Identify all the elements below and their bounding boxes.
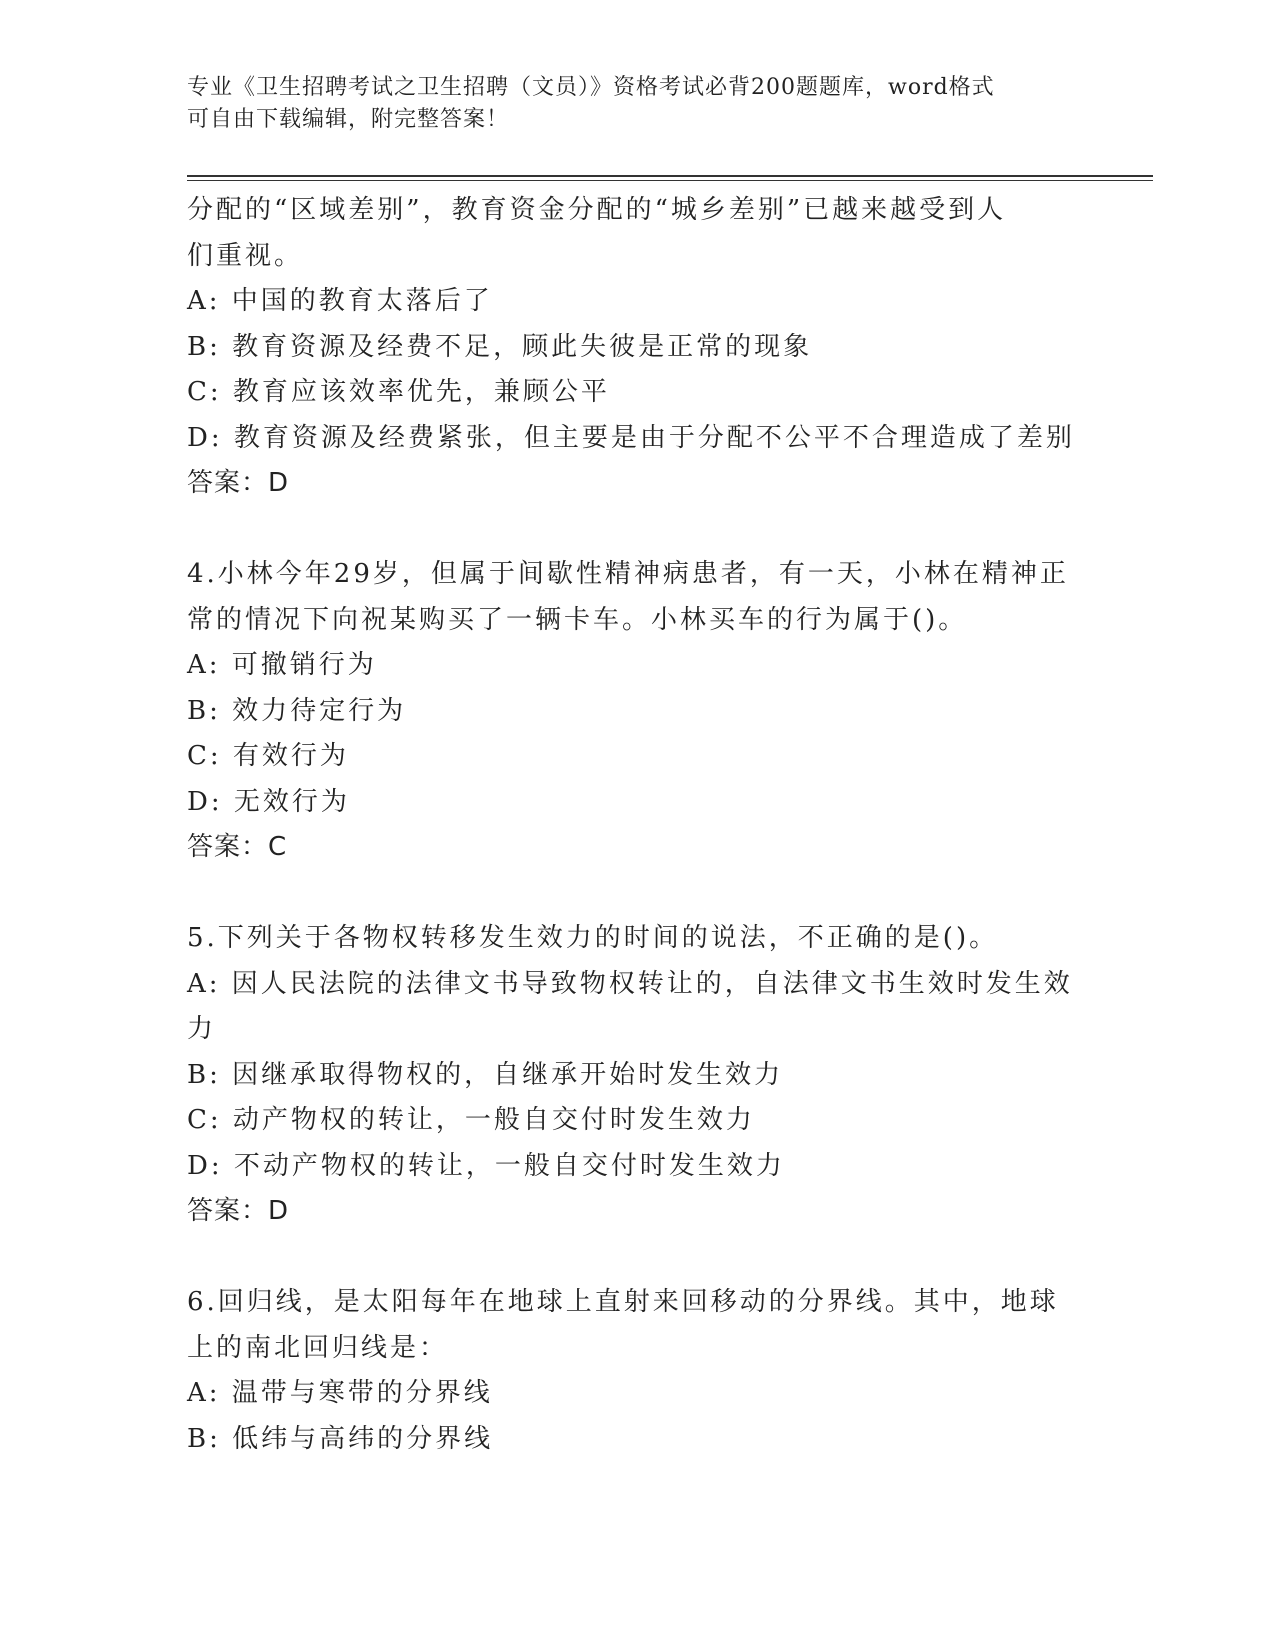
question-3-option-d: D: 教育资源及经费紧张，但主要是由于分配不公平不合理造成了差别 xyxy=(187,422,1075,453)
question-6-stem-line-2: 上的南北回归线是： xyxy=(187,1332,449,1363)
header-rule-thick xyxy=(187,175,1153,177)
question-4-option-c: C: 有效行为 xyxy=(187,741,349,771)
question-3-option-a: A: 中国的教育太落后了 xyxy=(187,286,493,316)
question-content xyxy=(187,188,1087,1462)
question-3-option-b: B: 教育资源及经费不足，顾此失彼是正常的现象 xyxy=(187,331,813,362)
question-3 xyxy=(187,188,1087,507)
question-4-option-a: A: 可撤销行为 xyxy=(187,650,377,680)
question-6 xyxy=(187,1280,1087,1462)
question-3-stem-line-1: 分配的“区域差别”，教育资金分配的“城乡差别”已越来越受到人 xyxy=(187,195,1007,225)
header-title-line-2: 可自由下载编辑，附完整答案！ xyxy=(187,107,510,132)
question-4 xyxy=(187,552,1087,871)
question-4-stem-line-1: 4.小林今年29岁，但属于间歇性精神病患者，有一天，小林在精神正 xyxy=(187,559,1069,589)
question-4-option-b: B: 效力待定行为 xyxy=(187,695,407,726)
question-3-option-c: C: 教育应该效率优先，兼顾公平 xyxy=(187,377,610,407)
question-4-option-d: D: 无效行为 xyxy=(187,786,350,817)
question-3-stem-line-2: 们重视。 xyxy=(187,240,304,271)
question-6-option-b: B: 低纬与高纬的分界线 xyxy=(187,1423,494,1454)
question-5-answer: 答案：D xyxy=(187,1196,290,1226)
question-6-option-a: A: 温带与寒带的分界线 xyxy=(187,1378,493,1408)
question-5-stem-line-1: 5.下列关于各物权转移发生效力的时间的说法，不正确的是()。 xyxy=(187,923,999,953)
header-rule-thin xyxy=(187,180,1153,181)
question-spacer xyxy=(187,507,1087,553)
question-spacer xyxy=(187,1235,1087,1281)
question-3-answer: 答案：D xyxy=(187,468,290,498)
question-6-stem-line-1: 6.回归线，是太阳每年在地球上直射来回移动的分界线。其中，地球 xyxy=(187,1287,1059,1317)
question-5-option-d: D: 不动产物权的转让，一般自交付时发生效力 xyxy=(187,1150,785,1181)
document-header xyxy=(187,72,1087,136)
question-5-option-c: C: 动产物权的转让，一般自交付时发生效力 xyxy=(187,1105,755,1135)
question-4-stem-line-2: 常的情况下向祝某购买了一辆卡车。小林买车的行为属于()。 xyxy=(187,604,968,635)
question-4-answer: 答案：C xyxy=(187,832,288,862)
question-5-option-a-line-2: 力 xyxy=(187,1014,217,1044)
question-5-option-a-line-1: A: 因人民法院的法律文书导致物权转让的，自法律文书生效时发生效 xyxy=(187,968,1073,999)
question-5 xyxy=(187,916,1087,1235)
question-5-option-b: B: 因继承取得物权的，自继承开始时发生效力 xyxy=(187,1059,784,1090)
question-spacer xyxy=(187,871,1087,917)
header-title-line-1: 专业《卫生招聘考试之卫生招聘（文员）》资格考试必背200题题库，word格式 xyxy=(187,75,995,100)
